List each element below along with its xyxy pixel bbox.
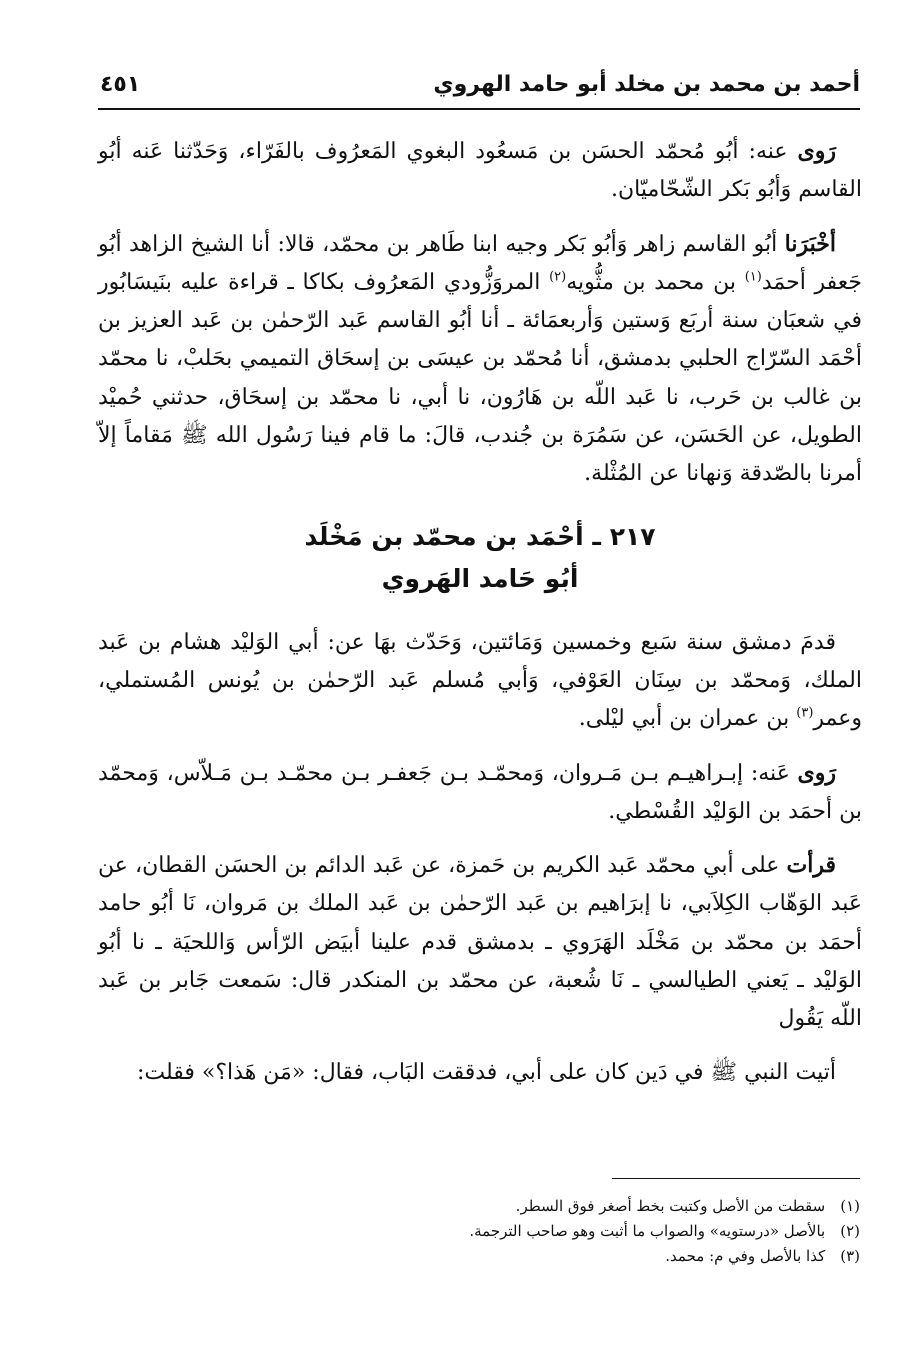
footnote-ref-1: (١) (744, 269, 762, 285)
paragraph-lead-word: قرأت (786, 852, 836, 879)
paragraph-text: قدمَ دمشق سنة سَبع وخمسين وَمَائتين، وَحَدّث بهَا عن: أبي الوَليْد هشام بن عَبد الملك، وَمحمّد بن سِنَان العَوْفي، وَأبي مُسلم عَبد الرّحمٰن بن يُونس المُستملي، وعمر (98, 629, 862, 732)
paragraph-biography (98, 624, 862, 739)
paragraph-reading-chain (98, 846, 862, 1038)
footnote-number: (٢) (840, 1222, 860, 1240)
footnote-item (98, 1194, 860, 1219)
page-header (98, 62, 860, 110)
entry-title (98, 516, 862, 600)
footnote-number: (١) (840, 1197, 860, 1215)
paragraph-text: عنه: أبُو مُحمّد الحسَن بن مَسعُود البغوي المَعرُوف بالفَرّاء، وَحَدّثنا عَنه أبُو القاسم وَأبُو بَكر الشّحّاميّان. (98, 139, 862, 203)
footnote-text: بالأصل «درستويه» والصواب ما أثبت وهو صاحب الترجمة. (469, 1222, 826, 1240)
paragraph-text: أبُو القاسم زاهر وَأبُو بَكر وجيه ابنا طَاهر بن محمّد، قالا: أنا الشيخ الزاهد أبُو جَعفر أحمَد (98, 231, 862, 295)
footnote-text: كذا بالأصل وفي م: محمد. (665, 1247, 826, 1265)
body-text (98, 132, 862, 1092)
footnote-ref-2: (٢) (549, 269, 567, 285)
paragraph-lead-word: رَوى (797, 759, 836, 786)
paragraph-text: بن محمد بن مثُّويه (566, 269, 745, 295)
paragraph-lead-word: رَوى (797, 138, 836, 164)
footnote-item (98, 1219, 860, 1244)
footnote-ref-3: (٣) (796, 705, 814, 721)
paragraph-narrators-2 (98, 754, 862, 832)
paragraph-text: أتيت النبي ﷺ في دَين كان على أبي، فدققت البَاب، فقال: «مَن هَذا؟» فقلت: (136, 1059, 836, 1085)
paragraph-text: على أبي محمّد عَبد الكريم بن حَمزة، عن عَبد الدائم بن الحسَن القطان، عن عَبد الوَهّاب الكِلاَبي، نا إبرَاهيم بن عَبد الرّحمٰن بن عَبد الملك بن مَروان، نَا أبُو حامد أحمَد بن محمّد بن مَخْلَد الهَرَوي ـ بدمشق قدم علينا أبيَض الرّأس وَاللحيَة ـ نا أبُو الوَليْد ـ يَعني الطيالسي ـ نَا شُعبة، عن محمّد بن المنكدر قال: سَمعت جَابر بن عَبد اللّه يَقُول (98, 853, 862, 1032)
entry-title-line-2: أبُو حَامد الهَروي (381, 563, 579, 593)
paragraph-text: المروَزُّودي المَعرُوف بكاكا ـ قراءة عليه بنَيسَابُور في شعبَان سنة أربَع وَستين وَأربعمَائة ـ أنا أبُو القاسم عَبد الرّحمٰن بن عَبد العزيز بن أحْمَد السّرّاج الحلبي بدمشق، أنا مُحمّد بن عيسَى بن إسحَاق التميمي بحَلبْ، نا محمّد بن غالب بن حَرب، نا عَبد اللّه بن هَارُون، نا أبي، نا محمّد بن إسحَاق، حدثني حُميْد الطويل، عن الحَسَن، عن سَمُرَة بن جُندب، قالَ: ما قام فينا رَسُول الله ﷺ مَقاماً إلاّ أمرنا بالصّدقة وَنهانا عن المُثْلة. (98, 269, 862, 487)
entry-title-line-1: ٢١٧ ـ أحْمَد بن محمّد بن مَخْلَد (304, 521, 656, 551)
page-number: ٤٥١ (100, 72, 141, 97)
running-title: أحمد بن محمد بن مخلد أبو حامد الهروي (433, 72, 860, 97)
paragraph-text: بن عمران بن أبي ليْلى. (578, 706, 797, 732)
footnote-number: (٣) (840, 1247, 860, 1265)
paragraph-lead-word: أخْبَرَنا (784, 230, 836, 257)
paragraph-hadith-text (98, 1054, 862, 1092)
paragraph-narrators (98, 132, 862, 210)
footnote-text: سقطت من الأصل وكتبت بخط أصغر فوق السطر. (515, 1197, 826, 1215)
paragraph-text: عَنه: إبـراهيـم بـن مَـروان، وَمحمّـد بـن جَعفـر بـن محمّـد بـن مَـلاّس، وَمحمّد بن أحمَد بن الوَليْد القُسْطي. (98, 760, 862, 824)
footnote-item (98, 1244, 860, 1269)
footnotes (98, 1194, 860, 1269)
footnote-divider (612, 1178, 860, 1179)
paragraph-hadith-chain (98, 225, 862, 494)
